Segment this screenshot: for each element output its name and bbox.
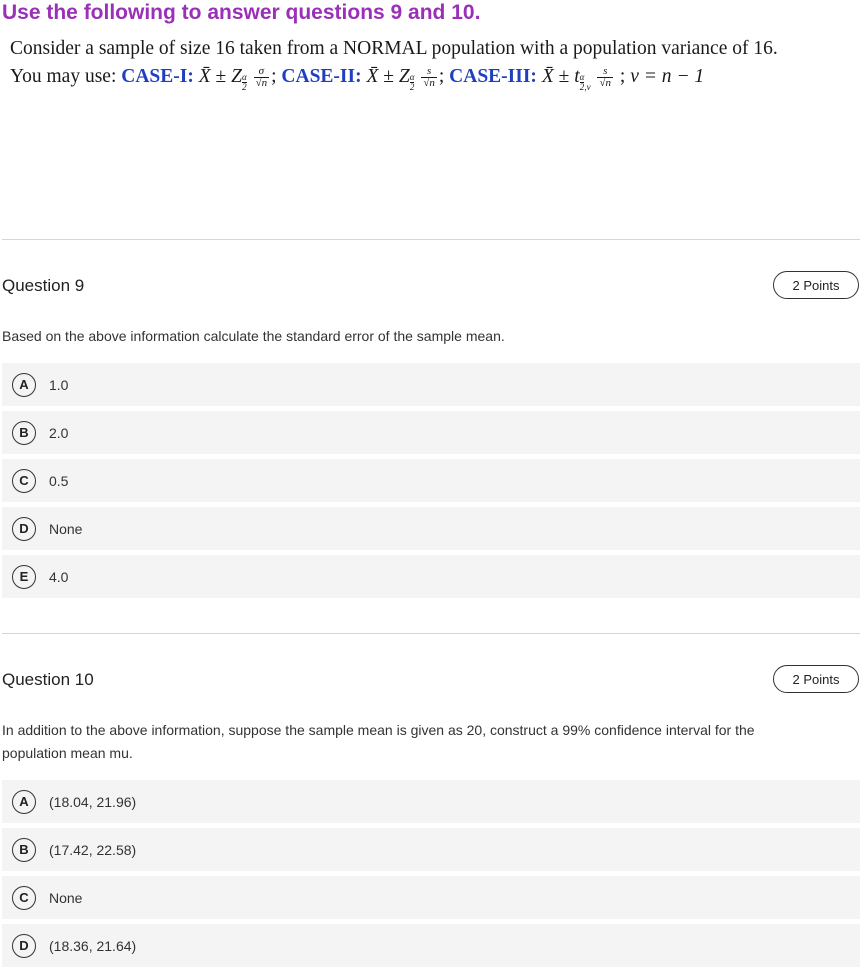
question-9-option-e[interactable] [2, 555, 860, 598]
option-letter-badge: D [12, 517, 36, 541]
case-2-z: Z [398, 66, 410, 87]
case-3-separator: ; [619, 66, 626, 87]
case-1-fraction [254, 66, 270, 89]
option-letter-badge: A [12, 790, 36, 814]
degrees-of-freedom: ν = n − 1 [630, 66, 705, 87]
case-3-denominator: √n [599, 77, 612, 90]
option-text: None [49, 520, 83, 537]
question-10-option-d[interactable] [2, 924, 860, 967]
case-2-alpha-half [410, 73, 415, 92]
option-text: (18.36, 21.64) [49, 937, 137, 954]
case-1-numerator: σ [258, 65, 265, 78]
case-3-alpha: α [579, 72, 585, 82]
question-10-option-b[interactable] [2, 828, 860, 871]
case-2-label: CASE-II: [281, 66, 362, 87]
option-text: 0.5 [49, 472, 69, 489]
case-1-z: Z [231, 66, 242, 87]
case-3-nu: ,ν [584, 82, 591, 92]
formula-line [10, 64, 858, 92]
case-2-fraction [421, 66, 437, 89]
case-2-separator: ; [438, 66, 445, 87]
case-1-two: 2 [242, 82, 247, 92]
case-2-pm: ± [383, 66, 394, 87]
case-3-fraction [597, 66, 613, 89]
case-1-denominator: √n [255, 77, 268, 90]
option-letter-badge: C [12, 469, 36, 493]
case-2-mean: X̄ [366, 66, 379, 87]
option-letter-badge: B [12, 838, 36, 862]
question-10-points-badge: 2 Points [773, 665, 859, 693]
option-letter-badge: B [12, 421, 36, 445]
case-2-numerator: s [426, 65, 432, 78]
case-3-t: t [574, 66, 580, 87]
question-10-options [2, 780, 860, 972]
question-9-option-d[interactable] [2, 507, 860, 550]
case-1-mean: X̄ [198, 66, 211, 87]
option-letter-badge: E [12, 565, 36, 589]
option-letter-badge: A [12, 373, 36, 397]
question-10-option-a[interactable] [2, 780, 860, 823]
case-1-separator: ; [271, 66, 277, 87]
option-text: None [49, 889, 83, 906]
case-2-two: 2 [409, 82, 415, 92]
question-context [10, 36, 858, 92]
case-3-pm: ± [558, 66, 570, 87]
option-text: (17.42, 22.58) [49, 841, 137, 858]
section-title: Use the following to answer questions 9 and 10. [2, 1, 481, 24]
question-9-option-c[interactable] [2, 459, 860, 502]
question-9-options [2, 363, 860, 603]
case-3-mean: X̄ [541, 66, 554, 87]
question-10-text: In addition to the above information, suppose the sample mean is given as 20, construct a 99% confidence interval for the population mean mu. [2, 722, 755, 761]
case-1-pm: ± [215, 66, 227, 87]
case-1-formula [198, 65, 282, 92]
option-letter-badge: D [12, 934, 36, 958]
context-sentence: Consider a sample of size 16 taken from a NORMAL population with a population variance of 16. [10, 38, 778, 59]
case-1-alpha-half [242, 73, 247, 92]
option-text: 2.0 [49, 424, 69, 441]
question-9-title: Question 9 [2, 276, 85, 295]
case-2-denominator: √n [423, 77, 435, 90]
case-2-alpha: α [409, 72, 415, 82]
question-9-option-a[interactable] [2, 363, 860, 406]
option-letter-badge: C [12, 886, 36, 910]
question-9-option-b[interactable] [2, 411, 860, 454]
question-9-points-badge: 2 Points [773, 271, 859, 299]
case-1-label: CASE-I: [121, 66, 194, 87]
option-text: (18.04, 21.96) [49, 793, 137, 810]
case-3-formula [541, 65, 630, 92]
question-9-text: Based on the above information calculate the standard error of the sample mean. [2, 328, 505, 344]
case-3-numerator: s [603, 65, 608, 78]
divider [2, 633, 860, 634]
case-3-label: CASE-III: [449, 66, 537, 87]
divider [2, 239, 860, 240]
case-3-two: 2 [579, 82, 585, 92]
question-10-title: Question 10 [2, 670, 94, 689]
option-text: 4.0 [49, 568, 69, 585]
case-2-formula [366, 65, 449, 92]
question-10-option-c[interactable] [2, 876, 860, 919]
formula-lead: You may use: [10, 66, 117, 87]
option-text: 1.0 [49, 376, 69, 393]
case-1-alpha: α [241, 72, 247, 82]
